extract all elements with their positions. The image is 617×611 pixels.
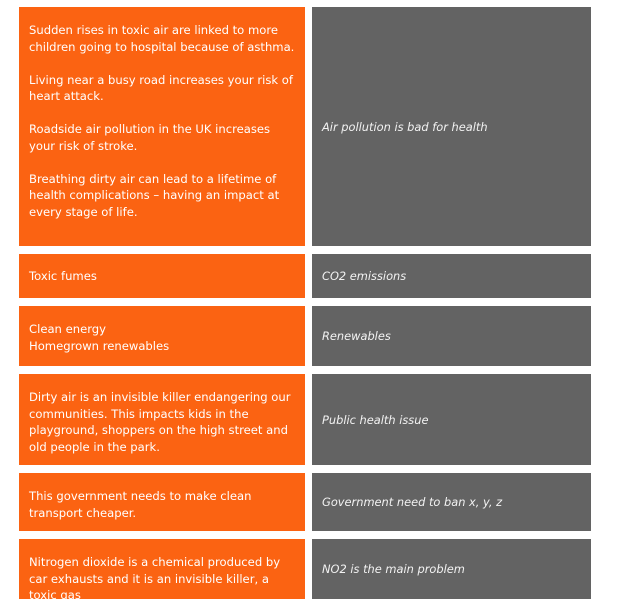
theme-label: Public health issue — [322, 412, 429, 427]
table-row — [19, 306, 591, 366]
theme-cell — [312, 539, 591, 599]
message-cell — [19, 374, 305, 465]
theme-label: Government need to ban x, y, z — [322, 495, 503, 509]
message-comparison-table — [19, 7, 591, 607]
table-row — [19, 254, 591, 298]
table-row — [19, 473, 591, 531]
message-cell — [19, 473, 305, 531]
theme-cell — [312, 254, 591, 298]
message-line: Clean energy — [29, 322, 106, 336]
message-paragraph: Nitrogen dioxide is a chemical produced by car exhausts and it is an invisible killer, a toxic gas — [29, 555, 281, 602]
message-cell — [19, 7, 305, 246]
table-row — [19, 7, 591, 246]
table-row — [19, 374, 591, 465]
message-cell — [19, 539, 305, 602]
message-paragraph: This government needs to make clean transport cheaper. — [29, 489, 252, 520]
theme-cell — [312, 374, 591, 465]
theme-label: Air pollution is bad for health — [322, 119, 488, 134]
theme-cell — [312, 7, 591, 246]
message-cell — [19, 254, 305, 298]
theme-cell — [312, 473, 591, 531]
message-paragraph: Toxic fumes — [29, 269, 97, 283]
theme-label: CO2 emissions — [322, 269, 407, 283]
theme-label: Renewables — [322, 329, 391, 343]
message-paragraph: Sudden rises in toxic air are linked to more children going to hospital because of asthma. — [29, 23, 295, 54]
message-paragraph: Living near a busy road increases your risk of heart attack. — [29, 72, 293, 103]
table-row — [19, 539, 591, 602]
message-paragraph: Breathing dirty air can lead to a lifetime of health complications – having an impact at every stage of life. — [29, 171, 280, 219]
message-line: Homegrown renewables — [29, 338, 170, 353]
theme-cell — [312, 306, 591, 366]
theme-label: NO2 is the main problem — [322, 562, 465, 576]
message-paragraph: Roadside air pollution in the UK increases your risk of stroke. — [29, 122, 271, 153]
message-paragraph: Dirty air is an invisible killer endangering our communities. This impacts kids in the playground, shoppers on the high street and old people in the park. — [29, 390, 291, 454]
message-cell — [19, 306, 305, 366]
